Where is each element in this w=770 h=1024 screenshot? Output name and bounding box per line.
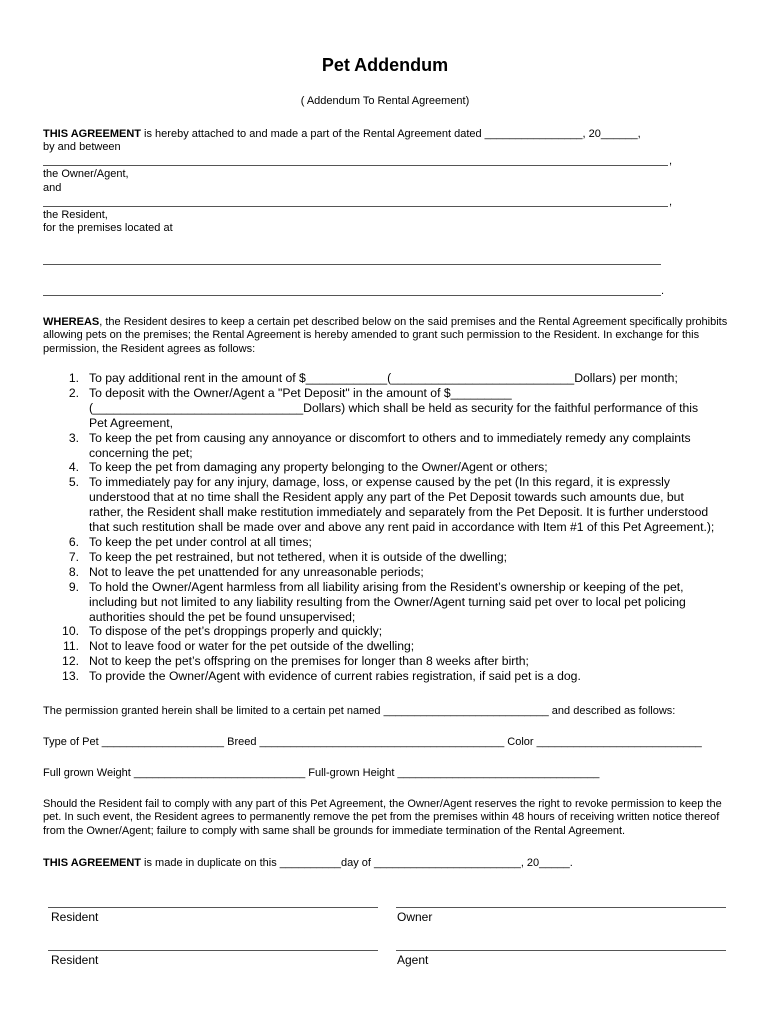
term-number: 2. (68, 385, 79, 400)
term-line: To keep the pet from damaging any property belonging to the Owner/Agent or others; (89, 460, 548, 475)
term-line: (_______________________________Dollars) which shall be held as security for the faithful performance of this (89, 400, 699, 415)
term-item (43, 460, 743, 475)
term-line: To dispose of the pet’s droppings properly and quickly; (89, 624, 383, 639)
resident-label: the Resident, (43, 209, 108, 221)
term-line: To provide the Owner/Agent with evidence of current rabies registration, if said pet is a dog. (89, 669, 581, 684)
resident-line-comma: , (669, 196, 673, 208)
term-item (43, 371, 743, 386)
owner-signature-line[interactable] (396, 907, 726, 908)
resident-signature-line-1[interactable] (48, 907, 378, 908)
intro-sentence (43, 128, 641, 141)
term-number: 13. (62, 669, 79, 684)
term-line: Not to leave food or water for the pet outside of the dwelling; (89, 639, 415, 654)
permission-text: The permission granted herein shall be limited to a certain pet named ___________________________ and described as follows: (43, 705, 676, 717)
intro-lead: THIS AGREEMENT (43, 128, 141, 140)
term-item (43, 535, 743, 550)
page-title: Pet Addendum (321, 55, 449, 75)
premises-line-2[interactable] (43, 295, 661, 296)
whereas-text: , the Resident desires to keep a certain pet described below on the said premises and the Rental Agreement specifically prohibits allowing pets on the premises; the Rental Agreement is hereby amended to grant such permission to the Resident. In exchange for this permission, the Resident agrees as follows: (43, 316, 728, 355)
whereas-paragraph (43, 316, 733, 356)
term-line: To pay additional rent in the amount of $____________(___________________________Dollars) per month; (89, 371, 678, 385)
closing-lead: THIS AGREEMENT (43, 857, 141, 869)
term-item (43, 431, 743, 461)
term-item (43, 475, 743, 535)
term-line: Not to keep the pet’s offspring on the premises for longer than 8 weeks after birth; (89, 654, 529, 669)
page-subtitle: ( Addendum To Rental Agreement) (300, 95, 470, 107)
premises-line-1[interactable] (43, 264, 661, 265)
term-line: understood that at no time shall the Resident apply any part of the Pet Deposit towards such amounts due, but (89, 490, 684, 505)
term-line: To keep the pet restrained, but not tethered, when it is outside of the dwelling; (89, 549, 508, 564)
type-breed-color-fields[interactable]: Type of Pet ____________________ Breed ________________________________________ Color ___________________________ (43, 736, 702, 748)
term-number: 12. (62, 654, 79, 669)
closing-sentence (43, 857, 573, 870)
agent-signature-label: Agent (397, 953, 429, 967)
term-number: 8. (68, 564, 79, 579)
weight-height-fields[interactable]: Full grown Weight ____________________________ Full-grown Height _________________________________ (43, 767, 600, 779)
by-between-text: by and between (43, 141, 121, 153)
term-number: 1. (68, 371, 79, 385)
agent-signature-line[interactable] (396, 950, 726, 951)
and-text: and (43, 182, 62, 194)
term-item (43, 624, 743, 639)
premises-label: for the premises located at (43, 222, 173, 234)
resident-signature-line-2[interactable] (48, 950, 378, 951)
resident-signature-label-2: Resident (51, 953, 99, 967)
whereas-lead: WHEREAS (43, 316, 100, 328)
term-item (43, 550, 743, 565)
term-line: To hold the Owner/Agent harmless from all liability arising from the Resident’s ownership or keeping of the pet, (89, 579, 684, 594)
revocation-paragraph: Should the Resident fail to comply with any part of this Pet Agreement, the Owner/Agent reserves the right to revoke permission to keep the pet. In such event, the Resident agrees to permanently remove the pet from the premises within 48 hours of receiving written notice thereof from the Owner/Agent; failure to comply with same shall be grounds for immediate termination of the Rental Agreement. (43, 798, 722, 837)
term-number: 3. (68, 430, 79, 445)
term-item (43, 639, 743, 654)
closing-text: is made in duplicate on this __________day of ________________________, 20_____. (141, 857, 573, 869)
term-line: To keep the pet from causing any annoyance or discomfort to others and to immediately remedy any complaints (89, 430, 691, 445)
resident-signature-label-1: Resident (51, 910, 99, 924)
term-number: 4. (68, 460, 79, 475)
term-line: authorities should the pet be found unsupervised; (89, 609, 356, 624)
term-item (43, 669, 743, 684)
premises-period: . (661, 285, 665, 297)
term-line: To keep the pet under control at all times; (89, 534, 312, 549)
term-line: To immediately pay for any injury, damage, loss, or expense caused by the pet (In this regard, it is expressly (89, 475, 670, 490)
owner-label: the Owner/Agent, (43, 168, 129, 180)
term-item (43, 654, 743, 669)
term-item (43, 386, 743, 431)
owner-name-line[interactable] (43, 165, 668, 166)
term-number: 5. (68, 475, 79, 490)
owner-signature-label: Owner (397, 910, 433, 924)
term-line: rather, the Resident shall make restitution immediately and separately from the Pet Deposit. It is further understood (89, 505, 709, 520)
term-line: that such restitution shall be made over and above any rent paid in accordance with Item #1 of this Pet Agreement.); (89, 520, 715, 535)
resident-name-line[interactable] (43, 206, 668, 207)
term-number: 11. (62, 639, 79, 654)
terms-list (43, 371, 743, 684)
term-item (43, 565, 743, 580)
term-number: 7. (68, 549, 79, 564)
owner-line-comma: , (669, 155, 673, 167)
term-number: 6. (68, 534, 79, 549)
term-item (43, 580, 743, 625)
term-number: 10. (62, 624, 79, 639)
term-line: To deposit with the Owner/Agent a "Pet Deposit" in the amount of $_________ (89, 385, 512, 400)
term-line: Pet Agreement, (89, 415, 174, 430)
term-number: 9. (68, 579, 79, 594)
term-line: including but not limited to any liability resulting from the Owner/Agent turning said pet over to local pet policing (89, 594, 686, 609)
term-line: concerning the pet; (89, 445, 193, 460)
term-line: Not to leave the pet unattended for any unreasonable periods; (89, 564, 424, 579)
intro-text: is hereby attached to and made a part of the Rental Agreement dated ________________, 20______, (141, 128, 641, 140)
